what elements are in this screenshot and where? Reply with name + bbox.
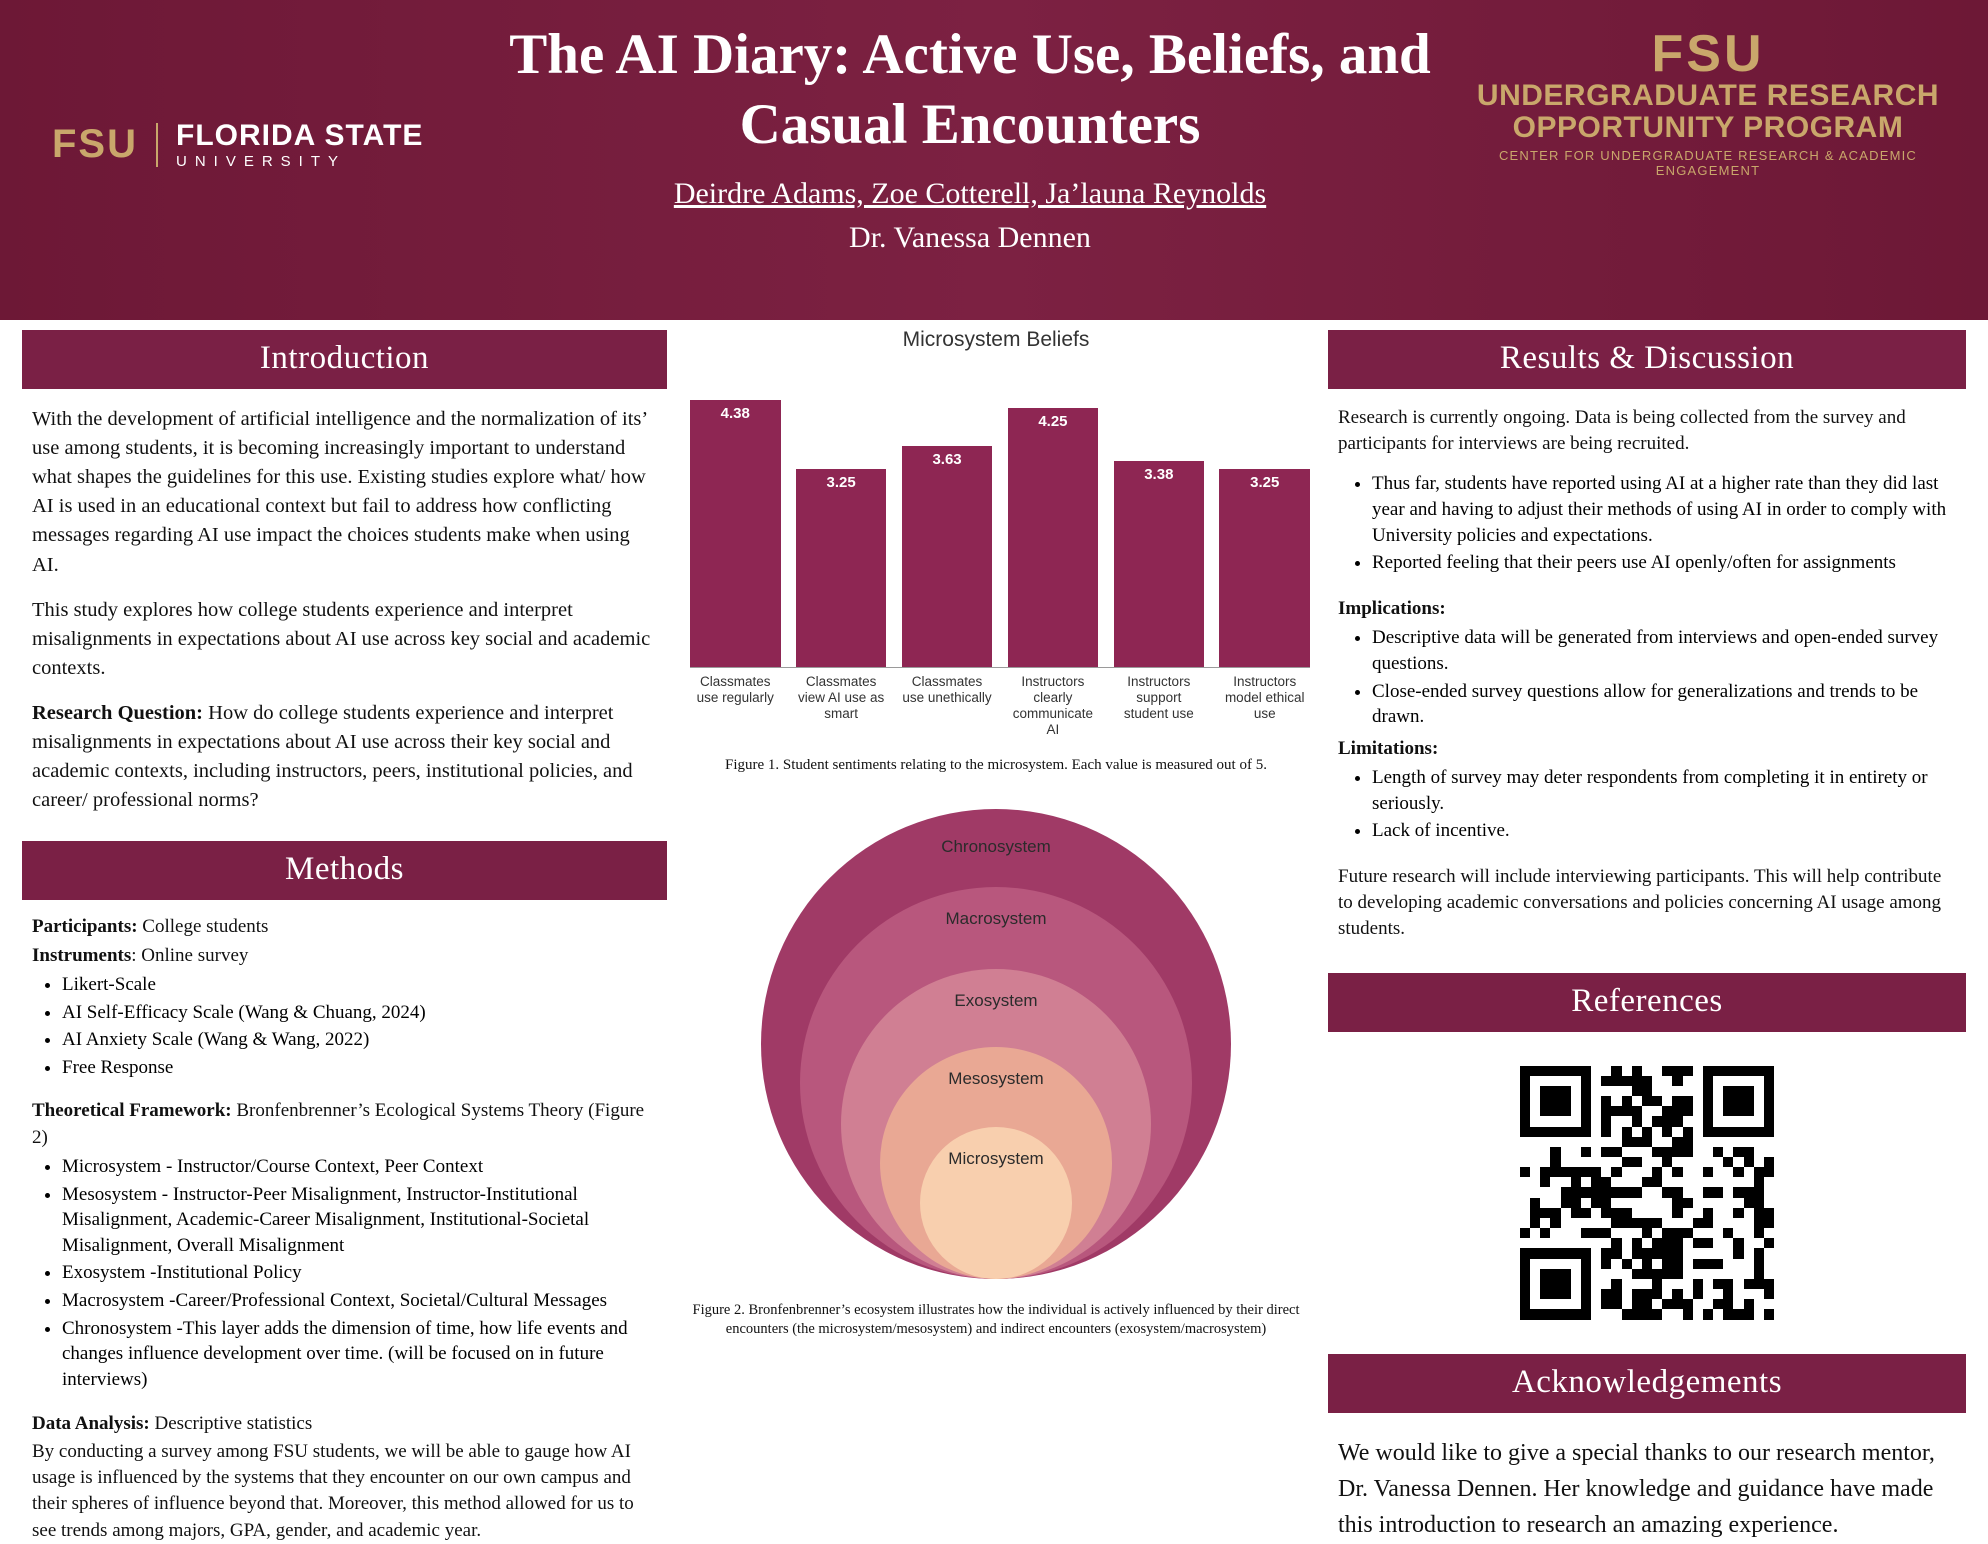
chart-category-labels <box>690 674 1310 738</box>
category-label: Instructors support student use <box>1123 674 1194 721</box>
page-title: The AI Diary: Active Use, Beliefs, and Casual Encounters <box>509 23 1431 156</box>
research-question-label: Research Question: <box>32 701 204 724</box>
layer-label: Macrosystem <box>945 909 1047 929</box>
chart-title: Microsystem Beliefs <box>902 328 1090 351</box>
chart-plot-area <box>690 362 1310 668</box>
bar-column <box>1114 362 1205 667</box>
fsu-logo-mark: FSU <box>52 122 138 167</box>
methods-framework <box>32 1098 657 1150</box>
poster-header <box>0 0 1988 320</box>
analysis-label: Data Analysis: <box>32 1412 150 1434</box>
instruments-list <box>32 972 667 1081</box>
list-item: • AI Anxiety Scale (Wang & Wang, 2022) <box>62 1027 667 1053</box>
results-bullets <box>1342 471 1966 576</box>
category-label: Instructors model ethical use <box>1224 674 1305 721</box>
bar-value-label: 3.63 <box>932 450 962 468</box>
list-item: • Descriptive data will be generated from interviews and open-ended survey questions. <box>1372 625 1966 676</box>
list-item: • Microsystem - Instructor/Course Context, Peer Context <box>62 1154 667 1180</box>
fsu-logo-name-line1: FLORIDA STATE <box>176 119 424 152</box>
methods-participants <box>32 914 657 940</box>
bar <box>690 400 781 667</box>
urop-logo-mark: FSU <box>1651 25 1765 83</box>
results-intro: Research is currently ongoing. Data is being collected from the survey and participants for interviews are being recruited. <box>1338 407 1906 455</box>
bar <box>1008 408 1099 667</box>
bar-value-label: 3.25 <box>1250 473 1280 491</box>
limitations-label: Limitations: <box>1338 737 1439 759</box>
layer-label: Chronosystem <box>941 837 1051 857</box>
bar <box>1219 469 1310 667</box>
bar-column <box>690 362 781 667</box>
layer-microsystem <box>920 1127 1072 1279</box>
title-block <box>430 20 1510 255</box>
list-item: • AI Self-Efficacy Scale (Wang & Chuang, 2024) <box>62 1000 667 1026</box>
bar <box>796 469 887 667</box>
list-item: • Chronosystem -This layer adds the dimension of time, how life events and changes influence development over time. (will be focused on in future interviews) <box>62 1316 667 1393</box>
instruments-value: : Online survey <box>131 944 249 966</box>
bar-value-label: 3.38 <box>1144 465 1174 483</box>
analysis-value: Descriptive statistics <box>149 1412 313 1434</box>
results-heading: Results & Discussion <box>1328 330 1966 389</box>
list-item: • Exosystem -Institutional Policy <box>62 1260 667 1286</box>
list-item: • Likert-Scale <box>62 972 667 998</box>
bar-value-label: 4.25 <box>1038 412 1068 430</box>
bar <box>1114 461 1205 667</box>
fsu-logo-name <box>176 120 423 169</box>
bronfenbrenner-diagram <box>761 809 1231 1279</box>
faculty-advisor: Dr. Vanessa Dennen <box>849 221 1091 255</box>
list-item: • Length of survey may deter respondents from completing it in entirety or seriously. <box>1372 765 1966 816</box>
author-list: Deirdre Adams, Zoe Cotterell, Ja’launa Reynolds <box>673 177 1267 211</box>
middle-column <box>672 326 1320 1339</box>
acknowledgements-heading: Acknowledgements <box>1328 1354 1966 1413</box>
bar-column <box>796 362 887 667</box>
left-column <box>22 330 667 1544</box>
analysis-paragraph: By conducting a survey among FSU students, we will be able to gauge how AI usage is influenced by the systems that they encounter on our own campus and their spheres of influence beyond that. Moreover, this method allowed for us to see trends among majors, GPA, gender, and academic year. <box>32 1440 634 1541</box>
introduction-paragraph-1: With the development of artificial intelligence and the normalization of its’ use among students, it is becoming increasingly important to understand what shapes the guidelines for this use. Existing studies explore what/ how AI is used in an educational context but fail to address how conflicting messages regarding AI use impact the choices students make when using AI. <box>32 408 647 576</box>
qr-code[interactable] <box>1520 1066 1774 1320</box>
references-heading: References <box>1328 973 1966 1032</box>
urop-logo-line1: UNDERGRADUATE RESEARCH <box>1476 79 1940 112</box>
list-item: • Thus far, students have reported using AI at a higher rate than they did last year and having to adjust their methods of using AI in order to comply with University policies and expectations. <box>1372 471 1966 548</box>
research-question <box>32 699 657 815</box>
layer-label: Microsystem <box>948 1149 1044 1169</box>
acknowledgements-text: We would like to give a special thanks to our research mentor, Dr. Vanessa Dennen. Her knowledge and guidance have made this introduction to research an amazing experience. <box>1338 1439 1935 1538</box>
framework-label: Theoretical Framework: <box>32 1100 232 1122</box>
methods-instruments <box>32 943 657 969</box>
framework-list <box>32 1154 667 1393</box>
implications-list <box>1342 625 1966 730</box>
participants-label: Participants: <box>32 916 138 938</box>
list-item: • Reported feeling that their peers use AI openly/often for assignments <box>1372 550 1966 576</box>
list-item: • Free Response <box>62 1055 667 1081</box>
methods-analysis <box>32 1411 657 1437</box>
implications-label: Implications: <box>1338 598 1446 619</box>
figure-2-caption: Figure 2. Bronfenbrenner’s ecosystem illustrates how the individual is actively influenced by their direct encounters (the microsystem/mesosystem) and indirect encounters (exosystem/macrosystem) <box>692 1302 1300 1338</box>
introduction-paragraph-2: This study explores how college students experience and interpret misalignments in expectations about AI use across key social and academic contexts. <box>32 598 651 679</box>
layer-label: Exosystem <box>954 991 1038 1011</box>
category-label: Classmates use unethically <box>902 674 992 705</box>
microsystem-beliefs-chart <box>672 328 1320 775</box>
limitations-list <box>1342 765 1966 844</box>
research-question-text: How do college students experience and interpret misalignments in expectations about AI use across their key social and academic contexts, including instructors, peers, institutional policies, and career/ professional norms? <box>32 701 633 812</box>
layer-label: Mesosystem <box>948 1069 1044 1089</box>
category-label: Classmates view AI use as smart <box>798 674 885 721</box>
urop-logo-line2: OPPORTUNITY PROGRAM <box>1512 110 1904 144</box>
instruments-label: Instruments <box>32 944 132 966</box>
framework-value: Bronfenbrenner’s Ecological Systems Theory (Figure 2) <box>32 1100 645 1148</box>
category-label: Classmates use regularly <box>696 674 774 705</box>
bar <box>902 446 993 667</box>
list-item: • Macrosystem -Career/Professional Context, Societal/Cultural Messages <box>62 1288 667 1314</box>
urop-logo-line3: CENTER FOR UNDERGRADUATE RESEARCH & ACADEMIC ENGAGEMENT <box>1498 148 1918 178</box>
fsu-logo-name-line2: UNIVERSITY <box>176 152 347 170</box>
list-item: • Mesosystem - Instructor-Peer Misalignment, Instructor-Institutional Misalignment, Academic-Career Misalignment, Institutional-Societal Misalignment, Overall Misalignment <box>62 1182 667 1259</box>
methods-heading: Methods <box>22 841 667 900</box>
participants-value: College students <box>137 916 269 938</box>
bar-value-label: 4.38 <box>720 404 750 422</box>
bar-value-label: 3.25 <box>826 473 856 491</box>
figure-1-caption: Figure 1. Student sentiments relating to the microsystem. Each value is measured out of 5. <box>725 756 1267 773</box>
bar-column <box>1008 362 1099 667</box>
list-item: • Lack of incentive. <box>1372 818 1966 844</box>
bar-column <box>902 362 993 667</box>
results-closing: Future research will include interviewing participants. This will help contribute to developing academic conversations and policies concerning AI usage among students. <box>1338 865 1942 940</box>
introduction-heading: Introduction <box>22 330 667 389</box>
bar-column <box>1219 362 1310 667</box>
right-column <box>1328 330 1966 1543</box>
category-label: Instructors clearly communicate AI <box>1012 674 1094 737</box>
urop-logo <box>1458 25 1958 178</box>
fsu-logo <box>52 120 423 169</box>
list-item: • Close-ended survey questions allow for generalizations and trends to be drawn. <box>1372 679 1966 730</box>
logo-divider <box>156 123 158 167</box>
